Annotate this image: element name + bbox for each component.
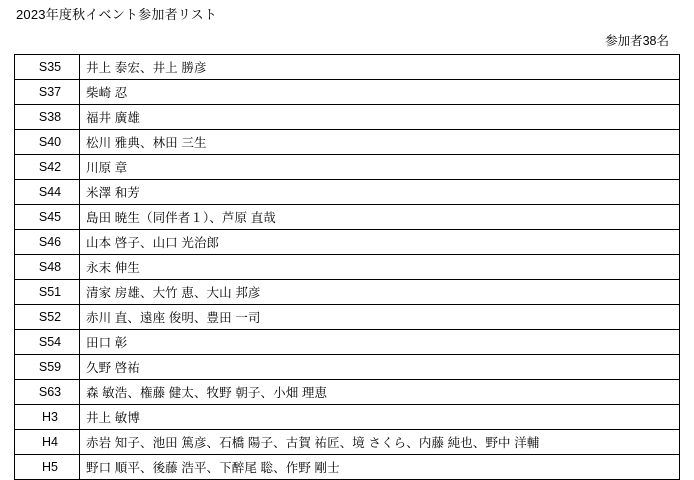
- row-code: S48: [15, 255, 80, 280]
- row-code: H4: [15, 430, 80, 455]
- row-code: S38: [15, 105, 80, 130]
- table-row: [15, 55, 680, 80]
- table-row: [15, 455, 680, 480]
- table-row: [15, 230, 680, 255]
- row-code: S63: [15, 380, 80, 405]
- participant-count: 参加者38名: [605, 34, 669, 48]
- row-names: 島田 暁生（同伴者１）、芦原 直哉: [80, 205, 680, 230]
- page-title: 2023年度秋イベント参加者リスト: [16, 7, 218, 22]
- row-names: 赤岩 知子、池田 篤彦、石橋 陽子、古賀 祐匠、境 さくら、内藤 純也、野中 洋輔: [80, 430, 680, 455]
- row-names: 森 敏浩、権藤 健太、牧野 朝子、小畑 理恵: [80, 380, 680, 405]
- participants-table: [14, 54, 680, 480]
- row-code: S51: [15, 280, 80, 305]
- row-names: 永末 伸生: [80, 255, 680, 280]
- row-code: S42: [15, 155, 80, 180]
- row-names: 野口 順平、後藤 浩平、下醉尾 聡、作野 剛士: [80, 455, 680, 480]
- table-row: [15, 405, 680, 430]
- row-names: 山本 啓子、山口 光治郎: [80, 230, 680, 255]
- table-row: [15, 355, 680, 380]
- row-names: 福井 廣雄: [80, 105, 680, 130]
- table-row: [15, 155, 680, 180]
- row-code: S35: [15, 55, 80, 80]
- table-row: [15, 430, 680, 455]
- table-row: [15, 130, 680, 155]
- table-row: [15, 305, 680, 330]
- row-code: S45: [15, 205, 80, 230]
- table-row: [15, 255, 680, 280]
- table-row: [15, 280, 680, 305]
- row-names: 赤川 直、遠座 俊明、豊田 一司: [80, 305, 680, 330]
- row-code: H3: [15, 405, 80, 430]
- table-row: [15, 105, 680, 130]
- row-names: 清家 房雄、大竹 恵、大山 邦彦: [80, 280, 680, 305]
- row-code: S54: [15, 330, 80, 355]
- participants-table-body: [15, 55, 680, 480]
- row-names: 柴崎 忍: [80, 80, 680, 105]
- row-code: S52: [15, 305, 80, 330]
- row-names: 松川 雅典、林田 三生: [80, 130, 680, 155]
- row-names: 田口 彰: [80, 330, 680, 355]
- row-names: 久野 啓祐: [80, 355, 680, 380]
- table-row: [15, 205, 680, 230]
- table-row: [15, 80, 680, 105]
- row-names: 米澤 和芳: [80, 180, 680, 205]
- table-row: [15, 330, 680, 355]
- row-code: S46: [15, 230, 80, 255]
- table-row: [15, 180, 680, 205]
- row-names: 井上 敏博: [80, 405, 680, 430]
- row-code: S44: [15, 180, 80, 205]
- table-row: [15, 380, 680, 405]
- row-code: S37: [15, 80, 80, 105]
- row-code: H5: [15, 455, 80, 480]
- row-code: S59: [15, 355, 80, 380]
- row-names: 井上 泰宏、井上 勝彦: [80, 55, 680, 80]
- row-names: 川原 章: [80, 155, 680, 180]
- row-code: S40: [15, 130, 80, 155]
